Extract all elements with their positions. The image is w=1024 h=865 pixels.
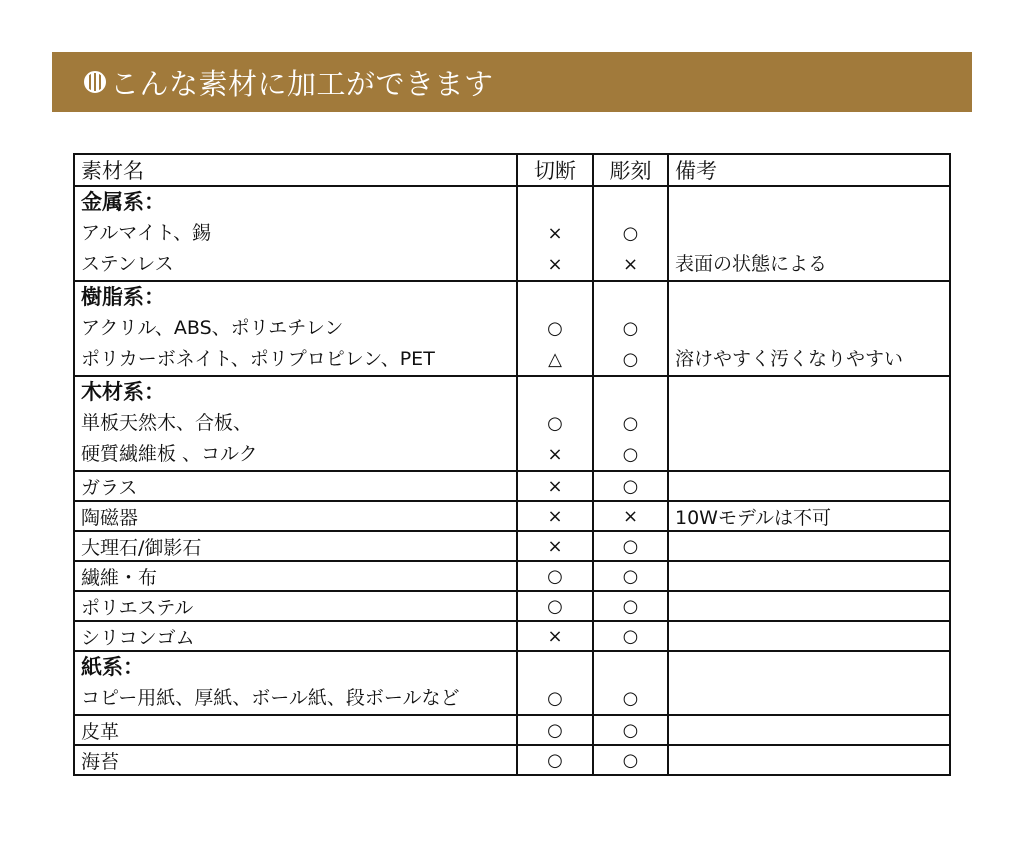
material-name: ステンレス: [81, 253, 174, 275]
material-name: ポリカーボネイト、ポリプロピレン、PET: [81, 348, 435, 370]
material-name: 硬質繊維板 、コルク: [81, 443, 258, 465]
group-cut: [517, 186, 593, 281]
note-text: [668, 591, 950, 621]
engrave-mark: ○: [593, 591, 668, 621]
engrave-mark: ○: [622, 318, 639, 339]
note-text: 溶けやすく汚くなりやすい: [675, 348, 904, 370]
engrave-mark: ○: [593, 621, 668, 651]
note-text: 表面の状態による: [675, 253, 828, 275]
group-engrave: [593, 186, 668, 281]
engrave-mark: ○: [622, 223, 639, 244]
cut-mark: ×: [517, 501, 593, 531]
cut-mark: ×: [547, 254, 563, 275]
striped-circle-icon: [84, 71, 106, 93]
cut-mark: ○: [547, 318, 563, 339]
table-body: [74, 186, 950, 775]
cut-mark: ×: [547, 223, 563, 244]
group-notes: [668, 186, 950, 281]
note-text: [668, 715, 950, 745]
header-notes: 備考: [668, 154, 950, 186]
note-text: [675, 439, 943, 470]
group-heading: 紙系：: [81, 655, 144, 679]
heading-spacer: [518, 652, 592, 683]
table-row: [74, 501, 950, 531]
section-title: こんな素材に加工ができます: [110, 66, 494, 101]
header-engrave: 彫刻: [593, 154, 668, 186]
cut-mark: ○: [547, 413, 563, 434]
table-row: [74, 715, 950, 745]
table-group-row: [74, 376, 950, 471]
group-notes: [668, 376, 950, 471]
header-material: 素材名: [74, 154, 517, 186]
material-name: 海苔: [74, 745, 517, 775]
cut-mark: ×: [517, 531, 593, 561]
table-group-row: [74, 186, 950, 281]
engrave-mark: ○: [593, 715, 668, 745]
heading-spacer: [594, 187, 667, 218]
engrave-mark: ○: [622, 349, 639, 370]
note-text: [668, 745, 950, 775]
cut-mark: ×: [547, 444, 563, 465]
engrave-mark: ○: [622, 688, 639, 709]
group-heading: 金属系：: [81, 190, 165, 214]
engrave-mark: ○: [622, 444, 639, 465]
group-cut: [517, 281, 593, 376]
material-name: アルマイト、錫: [81, 222, 212, 244]
material-name: コピー用紙、厚紙、ボール紙、段ボールなど: [81, 687, 460, 709]
group-engrave: [593, 651, 668, 715]
engrave-mark: ○: [593, 531, 668, 561]
note-text: [675, 683, 943, 714]
note-text: [675, 313, 943, 344]
heading-spacer: [518, 282, 592, 313]
cut-mark: ○: [517, 715, 593, 745]
group-names: [74, 651, 517, 715]
material-name: ガラス: [74, 471, 517, 501]
materials-table: [73, 153, 951, 776]
table-row: [74, 561, 950, 591]
heading-spacer: [594, 377, 667, 408]
group-cut: [517, 376, 593, 471]
group-engrave: [593, 281, 668, 376]
note-text: [675, 408, 943, 439]
group-names: [74, 186, 517, 281]
group-engrave: [593, 376, 668, 471]
table-group-row: [74, 281, 950, 376]
material-name: 皮革: [74, 715, 517, 745]
heading-spacer: [518, 377, 592, 408]
heading-spacer: [675, 187, 943, 218]
engrave-mark: ○: [593, 561, 668, 591]
engrave-mark: ○: [593, 745, 668, 775]
heading-spacer: [594, 652, 667, 683]
note-text: [668, 531, 950, 561]
header-cut: 切断: [517, 154, 593, 186]
cut-mark: ×: [517, 471, 593, 501]
section-banner: [52, 52, 972, 112]
cut-mark: ○: [517, 745, 593, 775]
heading-spacer: [594, 282, 667, 313]
heading-spacer: [675, 652, 943, 683]
engrave-mark: ×: [593, 501, 668, 531]
note-text: [675, 218, 943, 249]
cut-mark: ×: [517, 621, 593, 651]
engrave-mark: ○: [593, 471, 668, 501]
material-name: 繊維・布: [74, 561, 517, 591]
table-row: [74, 471, 950, 501]
table-row: [74, 621, 950, 651]
heading-spacer: [518, 187, 592, 218]
engrave-mark: ×: [622, 254, 639, 275]
table-group-row: [74, 651, 950, 715]
note-text: [668, 471, 950, 501]
engrave-mark: ○: [622, 413, 639, 434]
cut-mark: △: [548, 349, 562, 370]
material-name: シリコンゴム: [74, 621, 517, 651]
table-header-row: [74, 154, 950, 186]
table-row: [74, 591, 950, 621]
group-names: [74, 376, 517, 471]
group-notes: [668, 651, 950, 715]
group-heading: 樹脂系：: [81, 285, 165, 309]
cut-mark: ○: [517, 591, 593, 621]
material-name: 大理石/御影石: [74, 531, 517, 561]
note-text: 10Wモデルは不可: [668, 501, 950, 531]
note-text: [668, 621, 950, 651]
cut-mark: ○: [547, 688, 563, 709]
material-name: アクリル、ABS、ポリエチレン: [81, 317, 344, 339]
group-heading: 木材系：: [81, 380, 165, 404]
table-row: [74, 745, 950, 775]
note-text: [668, 561, 950, 591]
group-cut: [517, 651, 593, 715]
material-name: ポリエステル: [74, 591, 517, 621]
material-name: 陶磁器: [74, 501, 517, 531]
group-notes: [668, 281, 950, 376]
material-name: 単板天然木、合板、: [81, 412, 253, 434]
table-row: [74, 531, 950, 561]
heading-spacer: [675, 282, 943, 313]
group-names: [74, 281, 517, 376]
heading-spacer: [675, 377, 943, 408]
cut-mark: ○: [517, 561, 593, 591]
